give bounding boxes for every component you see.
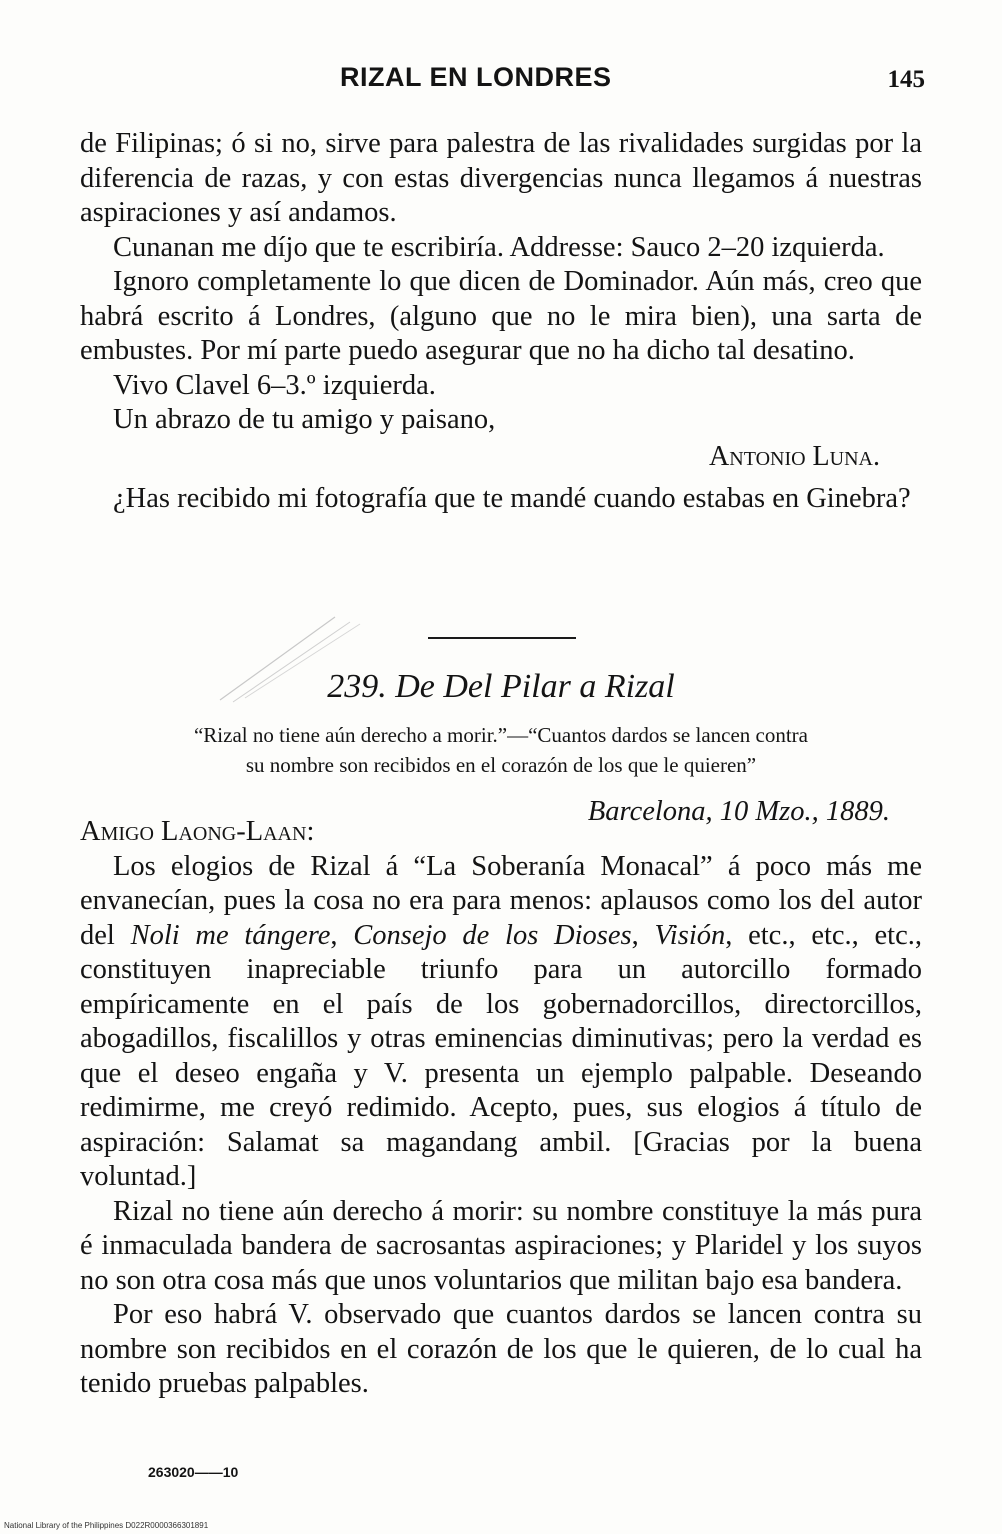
paragraph: Rizal no tiene aún derecho á morir: su nombre constituye la más pura é inmaculada bandera de sacrosantas aspiraciones; y Plaridel y los suyos no son otra cosa más que unos voluntarios que militan bajo esa bandera. [80, 1195, 922, 1296]
letter-239-body [80, 815, 922, 1402]
text-run: , etc., etc., etc., constituyen inapreciable triunfo para un autorcillo formado empíricamente en el país de los gobernadorcillos, directorcillos, abogadillos, fiscalillos y otras eminencias diminutivas; pero la verdad es que el deseo engaña y V. presenta un ejemplo palpable. Deseando redimirme, me creyó redimido. Acepto, pues, sus elogios á título de aspiración: Salamat sa magandang ambil. [Gracias por la buena voluntad.] [80, 919, 923, 1192]
letter-heading: 239. De Del Pilar a Rizal [327, 668, 675, 705]
paragraph: de Filipinas; ó si no, sirve para palestra de las rivalidades surgidas por la diferencia de razas, y con estas divergencias nunca llegamos á nuestras aspiraciones y así andamos. [80, 128, 922, 228]
letter-238-conclusion [80, 127, 922, 517]
summary-line: su nombre son recibidos en el corazón de los que le quieren” [245, 753, 757, 777]
salutation: Amigo Laong-Laan: [80, 816, 315, 847]
library-stamp: National Library of the Philippines D022R0000366301891 [4, 1521, 209, 1530]
text-run: , [631, 919, 655, 951]
postscript: ¿Has recibido mi fotografía que te mandé cuando estabas en Ginebra? [113, 483, 911, 514]
dateline: Barcelona, 10 Mzo., 1889. [587, 796, 890, 827]
letter-summary [80, 720, 922, 780]
work-title: Noli me tángere [130, 919, 331, 951]
paragraph: Ignoro completamente lo que dicen de Dominador. Aún más, creo que habrá escrito á Londres, (alguno que no le mira bien), una sarta de embustes. Por mí parte puedo asegurar que no ha dicho tal desatino. [80, 266, 922, 366]
running-title: RIZAL EN LONDRES [340, 62, 612, 92]
paragraph: Por eso habrá V. observado que cuantos dardos se lancen contra su nombre son recibidos en el corazón de los que le quieren, de lo cual ha tenido pruebas palpables. [80, 1299, 922, 1399]
paragraph [80, 850, 922, 1195]
running-head [80, 62, 925, 102]
summary-line: “Rizal no tiene aún derecho a morir.”—“Cuantos dardos se lancen contra [193, 723, 808, 747]
section-divider [428, 637, 576, 639]
signature: Antonio Luna. [709, 440, 880, 472]
print-code: 263020——10 [148, 1464, 239, 1480]
text-run: , [330, 919, 354, 951]
work-title: Consejo de los Dioses [353, 919, 632, 951]
paragraph: Un abrazo de tu amigo y paisano, [113, 404, 496, 435]
text-run: Los elogios de Rizal á “La Soberanía Monacal” á poco más me envanecían, pues la cosa no era para menos: aplausos como los del autor del [80, 850, 922, 951]
paragraph: Cunanan me díjo que te escribiría. Addresse: Sauco 2–20 izquierda. [113, 231, 885, 263]
paragraph: Vivo Clavel 6–3.º izquierda. [113, 369, 436, 401]
work-title: Visión [654, 919, 726, 951]
page-number: 145 [887, 66, 925, 93]
